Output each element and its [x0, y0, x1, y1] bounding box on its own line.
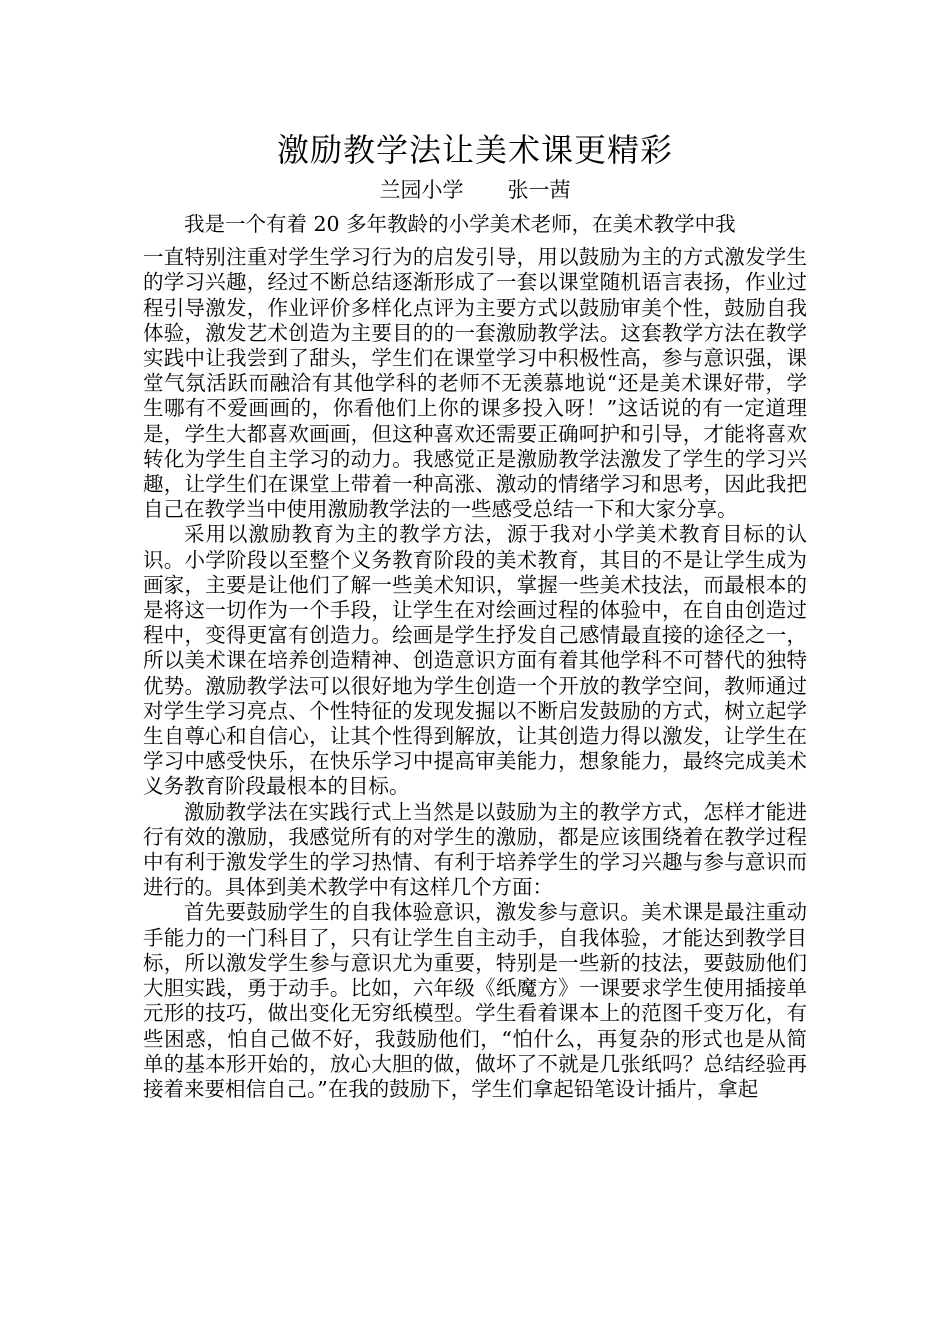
- byline: [0, 176, 950, 204]
- paragraph: 激励教学法在实践行式上当然是以鼓励为主的教学方式，怎样才能进行有效的激励，我感觉所有的对学生的激励，都是应该围绕着在教学过程中有利于激发学生的学习热情、有利于培养学生的学习兴趣与参与意识而进行的。具体到美术教学中有这样几个方面：: [143, 799, 807, 900]
- paragraph: 一直特别注重对学生学习行为的启发引导，用以鼓励为主的方式激发学生的学习兴趣，经过不断总结逐渐形成了一套以课堂随机语言表扬，作业过程引导激发，作业评价多样化点评为主要方式以鼓励审美个性，鼓励自我体验，激发艺术创造为主要目的的一套激励教学法。这套教学方法在教学实践中让我尝到了甜头，学生们在课堂学习中积极性高，参与意识强，课堂气氛活跃而融洽有其他学科的老师不无羡慕地说“还是美术课好带，学生哪有不爱画画的，你看他们上你的课多投入呀！”这话说的有一定道理是，学生大都喜欢画画，但这种喜欢还需要正确呵护和引导，才能将喜欢转化为学生自主学习的动力。我感觉正是激励教学法激发了学生的学习兴趣，让学生们在课堂上带着一种高涨、激动的情绪学习和思考，因此我把自己在教学当中使用激励教学法的一些感受总结一下和大家分享。: [143, 245, 807, 522]
- school-name: 兰园小学: [379, 178, 464, 202]
- document-title: 激励教学法让美术课更精彩: [276, 131, 673, 169]
- paragraph: 采用以激励教育为主的教学方法，源于我对小学美术教育目标的认识。小学阶段以至整个义务教育阶段的美术教育，其目的不是让学生成为画家，主要是让他们了解一些美术知识，掌握一些美术技法，而最根本的是将这一切作为一个手段，让学生在对绘画过程的体验中，在自由创造过程中，变得更富有创造力。绘画是学生抒发自己感情最直接的途径之一，所以美术课在培养创造精神、创造意识方面有着其他学科不可替代的独特优势。激励教学法可以很好地为学生创造一个开放的教学空间，教师通过对学生学习亮点、个性特征的发现发掘以不断启发鼓励的方式，树立起学生自尊心和自信心，让其个性得到解放，让其创造力得以激发，让学生在学习中感受快乐，在快乐学习中提高审美能力，想象能力，最终完成美术义务教育阶段最根本的目标。: [143, 522, 807, 799]
- article-body: [143, 212, 807, 1102]
- paragraph: 我是一个有着 20 多年教龄的小学美术老师，在美术教学中我: [184, 212, 736, 236]
- paragraph: 首先要鼓励学生的自我体验意识，激发参与意识。美术课是最注重动手能力的一门科目了，只有让学生自主动手，自我体验，才能达到教学目标，所以激发学生参与意识尤为重要，特别是一些新的技法，要鼓励他们大胆实践，勇于动手。比如，六年级《纸魔方》一课要求学生使用插接单元形的技巧，做出变化无穷纸模型。学生看着课本上的范图千变万化，有些困惑，怕自己做不好，我鼓励他们，“怕什么，再复杂的形式也是从简单的基本形开始的，放心大胆的做，做坏了不就是几张纸吗？总结经验再接着来要相信自己。”在我的鼓励下，学生们拿起铅笔设计插片，拿起: [143, 900, 807, 1101]
- author-name: 张一茜: [507, 178, 571, 202]
